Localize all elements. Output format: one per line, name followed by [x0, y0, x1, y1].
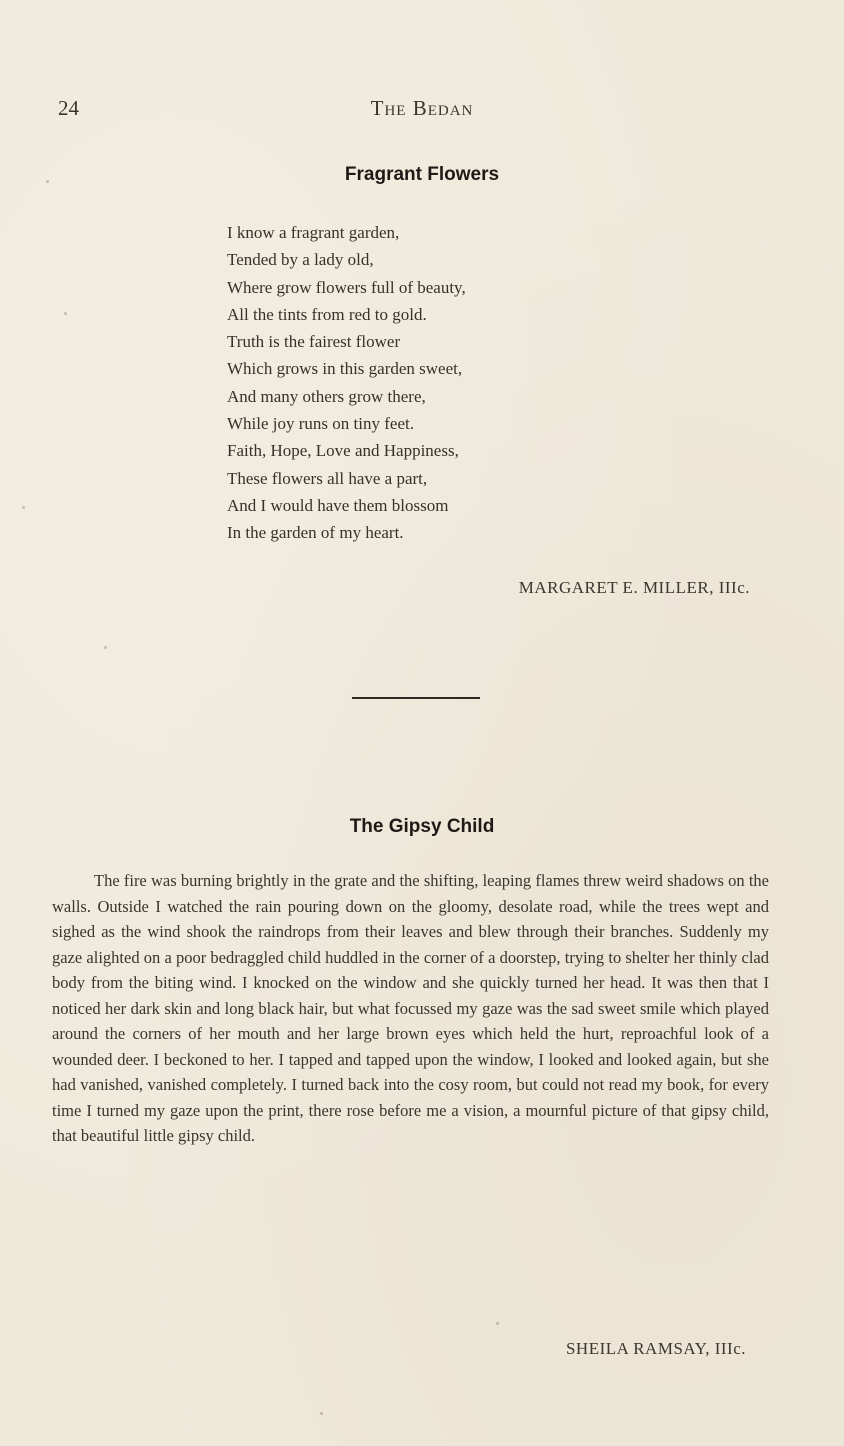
poem-line: These flowers all have a part,: [227, 468, 428, 488]
poem-line: Which grows in this garden sweet,: [227, 359, 463, 379]
paper-speck: [104, 646, 107, 649]
poem-line: Tended by a lady old,: [227, 250, 374, 270]
poem-title: Fragrant Flowers: [344, 164, 500, 185]
paper-speck: [320, 1412, 323, 1415]
paper-speck: [46, 180, 49, 183]
poem-body: [227, 219, 466, 547]
poem-line: And I would have them blossom: [227, 495, 449, 515]
section-divider: [352, 697, 480, 699]
poem-line: Where grow flowers full of beauty,: [227, 277, 466, 297]
page-number: 24: [58, 96, 79, 120]
paper-speck: [64, 312, 67, 315]
poem-line: In the garden of my heart.: [227, 523, 404, 543]
poem-line: I know a fragrant garden,: [227, 223, 400, 242]
story-paragraph: The fire was burning brightly in the grate and the shifting, leaping flames threw weird shadows on the walls. Outside I watched the rain pouring down on the gloomy, desolate road, while the trees wept and sighed as the wind shook the raindrops from their leaves and blew through their branches. Suddenly my gaze alighted on a poor bedraggled child huddled in the corner of a doorstep, trying to shelter her thinly clad body from the biting wind. I knocked on the window and she quickly turned her head. It was then that I noticed her dark skin and long black hair, but what focussed my gaze was the sad sweet smile which played around the corners of her mouth and her large brown eyes which held the hurt, reproachful look of a wounded deer. I beckoned to her. I tapped and tapped upon the window, I looked and looked again, but she had vanished, vanished completely. I turned back into the cosy room, but could not read my book, for every time I turned my gaze upon the print, there rose before me a vision, a mournful picture of that gipsy child, that beautiful little gipsy child.: [52, 871, 769, 1145]
paper-speck: [496, 1322, 499, 1325]
poem-author: MARGARET E. MILLER, IIIc.: [518, 578, 750, 597]
running-head: The Bedan: [370, 96, 474, 120]
poem-line: And many others grow there,: [227, 386, 426, 406]
poem-line: Truth is the fairest flower: [227, 332, 401, 352]
story-author: SHEILA RAMSAY, IIIc.: [565, 1339, 746, 1358]
story-title: The Gipsy Child: [349, 816, 495, 837]
paper-speck: [22, 506, 25, 509]
poem-line: While joy runs on tiny feet.: [227, 414, 414, 434]
poem-line: Faith, Hope, Love and Happiness,: [227, 441, 459, 461]
poem-line: All the tints from red to gold.: [227, 304, 427, 324]
